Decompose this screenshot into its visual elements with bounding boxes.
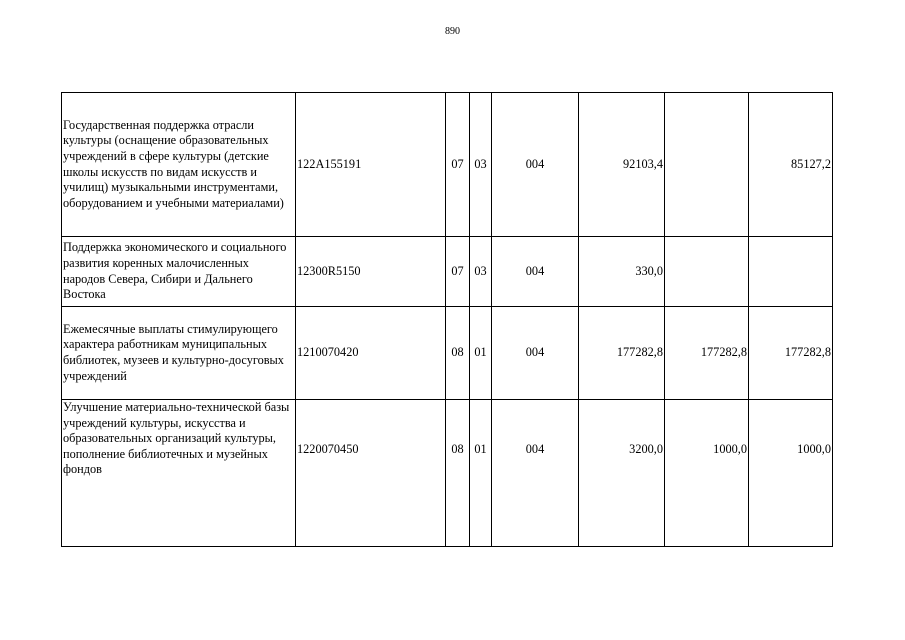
row-section: 08	[446, 307, 470, 400]
row-amount-1: 92103,4	[579, 93, 665, 237]
row-section: 07	[446, 93, 470, 237]
row-kvr: 004	[492, 237, 579, 307]
table-row	[62, 307, 833, 400]
row-amount-2: 177282,8	[665, 307, 749, 400]
table-row	[62, 400, 833, 547]
row-name: Улучшение материально-технической базы учреждений культуры, искусства и образовательных организаций культуры, пополнение библиотечных и музейных фондов	[62, 400, 296, 547]
row-section: 07	[446, 237, 470, 307]
budget-table	[61, 92, 833, 547]
table-row	[62, 237, 833, 307]
row-amount-1: 177282,8	[579, 307, 665, 400]
row-name: Ежемесячные выплаты стимулирующего характера работникам муниципальных библиотек, музеев и культурно-досуговых учреждений	[62, 307, 296, 400]
row-code: 1210070420	[296, 307, 446, 400]
page-number: 890	[445, 26, 460, 37]
row-subsection: 03	[470, 237, 492, 307]
row-kvr: 004	[492, 307, 579, 400]
row-subsection: 01	[470, 400, 492, 547]
row-subsection: 03	[470, 93, 492, 237]
row-name: Государственная поддержка отрасли культуры (оснащение образовательных учреждений в сфере культуры (детские школы искусств по видам искусств и училищ) музыкальными инструментами, оборудованием и учебными материалами)	[62, 93, 296, 237]
row-section: 08	[446, 400, 470, 547]
row-amount-1: 330,0	[579, 237, 665, 307]
row-amount-2: 1000,0	[665, 400, 749, 547]
row-code: 122A155191	[296, 93, 446, 237]
row-amount-2	[665, 237, 749, 307]
row-amount-3: 85127,2	[749, 93, 833, 237]
row-name: Поддержка экономического и социального развития коренных малочисленных народов Севера, Сибири и Дальнего Востока	[62, 237, 296, 307]
row-kvr: 004	[492, 93, 579, 237]
row-amount-2	[665, 93, 749, 237]
row-code: 12300R5150	[296, 237, 446, 307]
table-row	[62, 93, 833, 237]
row-amount-3	[749, 237, 833, 307]
row-amount-3: 177282,8	[749, 307, 833, 400]
row-kvr: 004	[492, 400, 579, 547]
row-amount-1: 3200,0	[579, 400, 665, 547]
row-code: 1220070450	[296, 400, 446, 547]
row-subsection: 01	[470, 307, 492, 400]
row-amount-3: 1000,0	[749, 400, 833, 547]
